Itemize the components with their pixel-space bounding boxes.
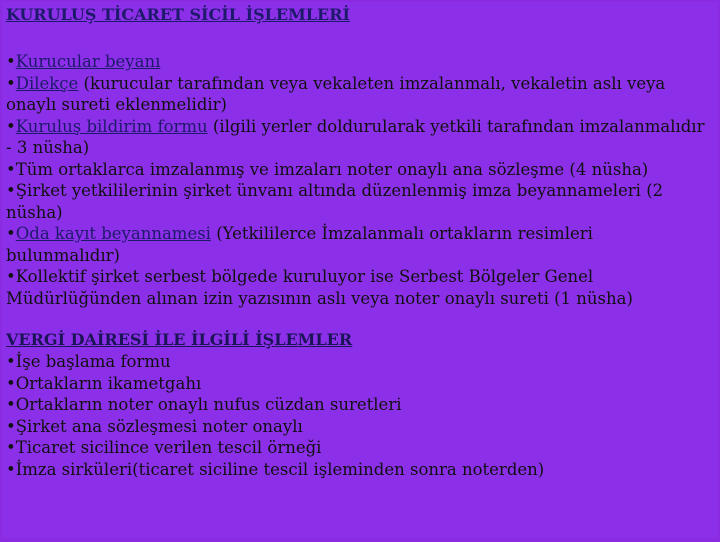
list-item [6, 116, 710, 159]
section1-list [6, 51, 710, 309]
list-item [6, 437, 710, 459]
list-item [6, 459, 710, 481]
list-item [6, 51, 710, 73]
section2-list [6, 329, 710, 480]
list-item-text: Ticaret sicilince verilen tescil örneği [15, 438, 322, 457]
list-item [6, 373, 710, 395]
list-item [6, 416, 710, 438]
list-item-text: Ortakların ikametgahı [15, 373, 202, 393]
section2-title: VERGİ DAİRESİ İLE İLGİLİ İŞLEMLER [6, 330, 353, 349]
bullet: • [6, 52, 16, 71]
list-item-text: Şirket yetkililerinin şirket ünvanı altında düzenlenmiş imza beyannameleri (2 nüsha) [6, 181, 664, 222]
list-item-text: İşe başlama formu [15, 352, 171, 371]
list-item [6, 180, 710, 223]
list-item [6, 266, 710, 309]
oda-kayit-beyannamesi-link[interactable]: Oda kayıt beyannamesi [15, 224, 211, 243]
list-item [6, 159, 710, 181]
bullet: • [6, 159, 16, 179]
list-item [6, 223, 710, 266]
list-item-text: (Yetkililerce İmzalanmalı ortakların resimleri bulunmalıdır) [6, 224, 593, 265]
bullet: • [6, 395, 16, 414]
bullet: • [6, 181, 16, 200]
bullet: • [6, 73, 16, 93]
list-item-text: (ilgili yerler doldurularak yetkili tarafından imzalanmalıdır - 3 nüsha) [6, 116, 705, 157]
bullet: • [6, 438, 16, 457]
list-item-text: (kurucular tarafından veya vekaleten imzalanmalı, vekaletin aslı veya onaylı sureti eklenmelidir) [6, 73, 666, 114]
kurucular-beyani-link[interactable]: Kurucular beyanı [15, 52, 161, 71]
list-item-text: Tüm ortaklarca imzalanmış ve imzaları noter onaylı ana sözleşme (4 nüsha) [15, 159, 649, 179]
section1-title: KURULUŞ TİCARET SİCİL İŞLEMLERİ [6, 5, 350, 24]
dilekce-link[interactable]: Dilekçe [15, 73, 79, 93]
bullet: • [6, 373, 16, 393]
bullet: • [6, 459, 16, 479]
bullet: • [6, 224, 16, 243]
list-item-text: Şirket ana sözleşmesi noter onaylı [15, 416, 303, 436]
list-item [6, 351, 710, 373]
list-item-text: Ortakların noter onaylı nufus cüzdan suretleri [15, 395, 402, 414]
list-item-text: İmza sirküleri(ticaret siciline tescil işleminden sonra noterden) [15, 459, 545, 479]
bullet: • [6, 352, 16, 371]
list-item [6, 394, 710, 416]
list-item [6, 73, 710, 116]
slide [2, 2, 718, 538]
bullet: • [6, 267, 16, 286]
kurulus-bildirim-formu-link[interactable]: Kuruluş bildirim formu [15, 116, 208, 136]
list-item-text: Kollektif şirket serbest bölgede kuruluyor ise Serbest Bölgeler Genel Müdürlüğünden alınan izin yazısının aslı veya noter onaylı sureti (1 nüsha) [6, 267, 633, 308]
bullet: • [6, 116, 16, 136]
bullet: • [6, 416, 16, 436]
